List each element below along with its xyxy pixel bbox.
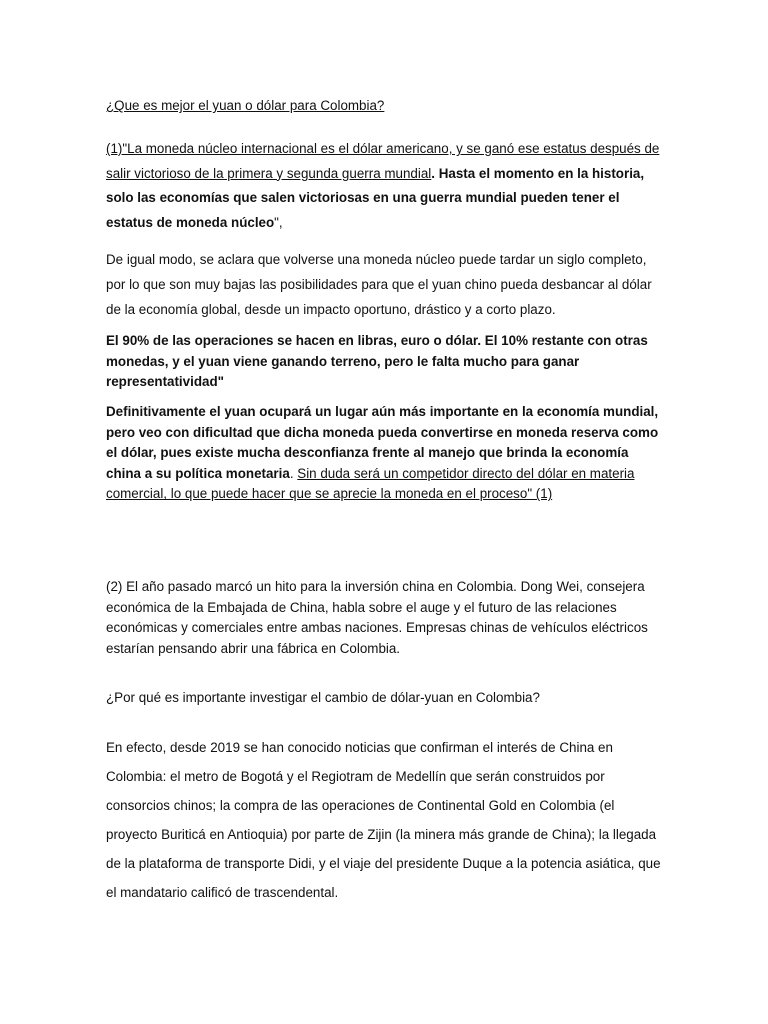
paragraph-quote-1 — [106, 137, 666, 235]
underlined-competitor-text: Sin duda será un competidor directo del dólar en materia comercial, lo que puede hacer que se aprecie la moneda en el proceso" (1) — [106, 465, 635, 502]
underlined-quote-text: (1)"La moneda núcleo internacional es el dólar americano, y se ganó ese estatus después de salir victorioso de la primera y segunda guerra mundial — [106, 141, 660, 181]
paragraph-operations: El 90% de las operaciones se hacen en libras, euro o dólar. El 10% restante con otras monedas, y el yuan viene ganando terreno, pero le falta mucho para ganar representatividad" — [106, 333, 648, 390]
paragraph-news: En efecto, desde 2019 se han conocido noticias que confirman el interés de China en Colombia: el metro de Bogotá y el Regiotram de Medellín que serán construidos por consorcios chinos; la compra de las operaciones de Continental Gold en Colombia (el proyecto Buriticá en Antioquia) por parte de Zijin (la minera más grande de China); la llegada de la plataforma de transporte Didi, y el viaje del presidente Duque a la potencia asiática, que el mandatario calificó de trascendental. — [106, 740, 661, 900]
document-title: ¿Que es mejor el yuan o dólar para Colombia? — [106, 98, 385, 113]
section-question: ¿Por qué es importante investigar el cambio de dólar-yuan en Colombia? — [106, 690, 540, 705]
paragraph-investment: (2) El año pasado marcó un hito para la inversión china en Colombia. Dong Wei, consejera económica de la Embajada de China, habla sobre el auge y el futuro de las relaciones económicas y comerciales entre ambas naciones. Empresas chinas de vehículos eléctricos estarían pensando abrir una fábrica en Colombia. — [106, 579, 648, 656]
paragraph-yuan-future — [106, 402, 666, 505]
bold-quote-text: . Hasta el momento en la historia, solo las economías que salen victoriosas en una guerra mundial pueden tener el estatus de moneda núcleo — [106, 165, 645, 230]
bold-yuan-text: Definitivamente el yuan ocupará un lugar aún más importante en la economía mundial, pero veo con dificultad que dicha moneda pueda convertirse en moneda reserva como el dólar, pues existe mucha desconfianza frente al manejo que brinda la economía china a su política monetaria — [106, 404, 659, 481]
sentence-separator: . — [289, 465, 298, 481]
quote-tail: ", — [274, 214, 283, 230]
paragraph-core-currency: De igual modo, se aclara que volverse una moneda núcleo puede tardar un siglo completo, por lo que son muy bajas las posibilidades para que el yuan chino pueda desbancar al dólar de la economía global, desde un impacto oportuno, drástico y a corto plazo. — [106, 252, 652, 317]
